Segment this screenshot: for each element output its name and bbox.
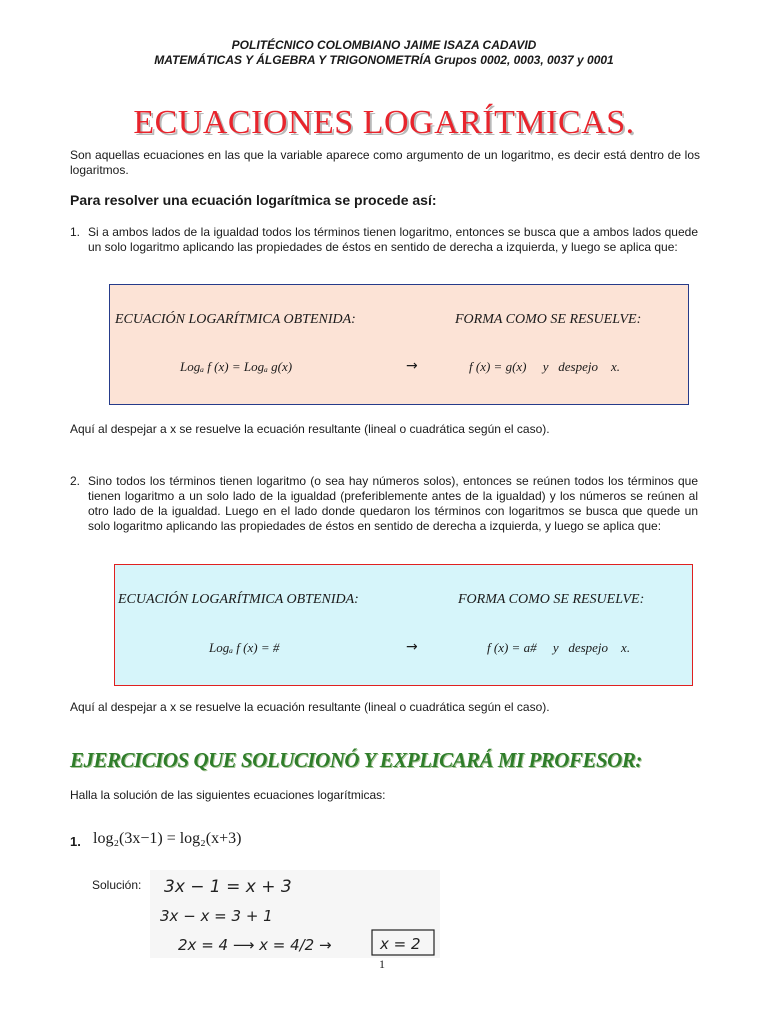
handwritten-solution-image — [150, 870, 440, 958]
step-2-number: 2. — [70, 474, 81, 488]
handwritten-line-1: 3x − 1 = x + 3 — [164, 877, 292, 897]
header-institution: POLITÉCNICO COLOMBIANO JAIME ISAZA CADAVID — [231, 38, 537, 52]
procedure-heading: Para resolver una ecuación logarítmica se procede así: — [70, 192, 437, 208]
step-1-text: Si a ambos lados de la igualdad todos los términos tienen logaritmo, entonces se busca que a ambos lados quede un solo logaritmo aplicando las propiedades de éstos en sentido de derecha a izquierda, y luego se aplica que: — [88, 225, 698, 254]
step-1-left-header: ECUACIÓN LOGARÍTMICA OBTENIDA: — [115, 312, 356, 327]
step-2-text: Sino todos los términos tienen logaritmo (o sea hay números solos), entonces se reúnen todos los términos que tienen logaritmo a un solo lado de la igualdad (preferiblemente antes de la igualdad) y los números se reúnen al otro lado de la igualdad. Luego en el lado donde quedaron los términos con logaritmos se busca que quede un solo logaritmo aplicando las propiedades de éstos en sentido de derecha a izquierda, y luego se aplica que: — [88, 474, 698, 533]
handwritten-line-2: 3x − x = 3 + 1 — [160, 907, 273, 925]
step-2-note: Aquí al despejar a x se resuelve la ecuación resultante (lineal o cuadrática según el caso). — [70, 700, 550, 714]
step-1-left-formula: Logₐ f (x) = Logₐ g(x) — [180, 359, 293, 374]
step-2-right-header: FORMA COMO SE RESUELVE: — [458, 592, 645, 607]
solution-label: Solución: — [92, 878, 142, 892]
intro-paragraph: Son aquellas ecuaciones en las que la variable aparece como argumento de un logaritmo, es decir está dentro de los logaritmos. — [70, 148, 700, 177]
step-2-left-formula: Logₐ f (x) = # — [209, 640, 280, 655]
step-2-left-header: ECUACIÓN LOGARÍTMICA OBTENIDA: — [118, 592, 359, 607]
step-2-right-formula: f (x) = a# y despejo x. — [487, 640, 631, 655]
step-1-right-header: FORMA COMO SE RESUELVE: — [455, 312, 642, 327]
handwritten-line-3: 2x = 4 ⟶ x = 4/2 → — [178, 936, 332, 954]
header-course: MATEMÁTICAS Y ÁLGEBRA Y TRIGONOMETRÍA Grupos 0002, 0003, 0037 y 0001 — [154, 53, 614, 67]
step-1-formula-box — [109, 284, 689, 405]
exercises-heading: EJERCICIOS QUE SOLUCIONÓ Y EXPLICARÁ MI PROFESOR: — [70, 748, 642, 772]
page-title: ECUACIONES LOGARÍTMICAS. — [133, 104, 635, 141]
exercise-1-equation: log₂(3x−1) = log₂(x+3) — [93, 830, 242, 847]
step-1-arrow: → — [406, 358, 418, 374]
step-1-number: 1. — [70, 225, 81, 239]
step-2-formula-box — [114, 564, 693, 686]
step-1-right-formula: f (x) = g(x) y despejo x. — [469, 359, 620, 374]
step-2-arrow: → — [406, 639, 418, 655]
exercises-intro: Halla la solución de las siguientes ecuaciones logarítmicas: — [70, 788, 386, 802]
step-1-note: Aquí al despejar a x se resuelve la ecuación resultante (lineal o cuadrática según el caso). — [70, 422, 550, 436]
exercise-1-number: 1. — [70, 834, 81, 849]
handwritten-answer: x = 2 — [380, 935, 421, 953]
page-number: 1 — [379, 957, 385, 971]
